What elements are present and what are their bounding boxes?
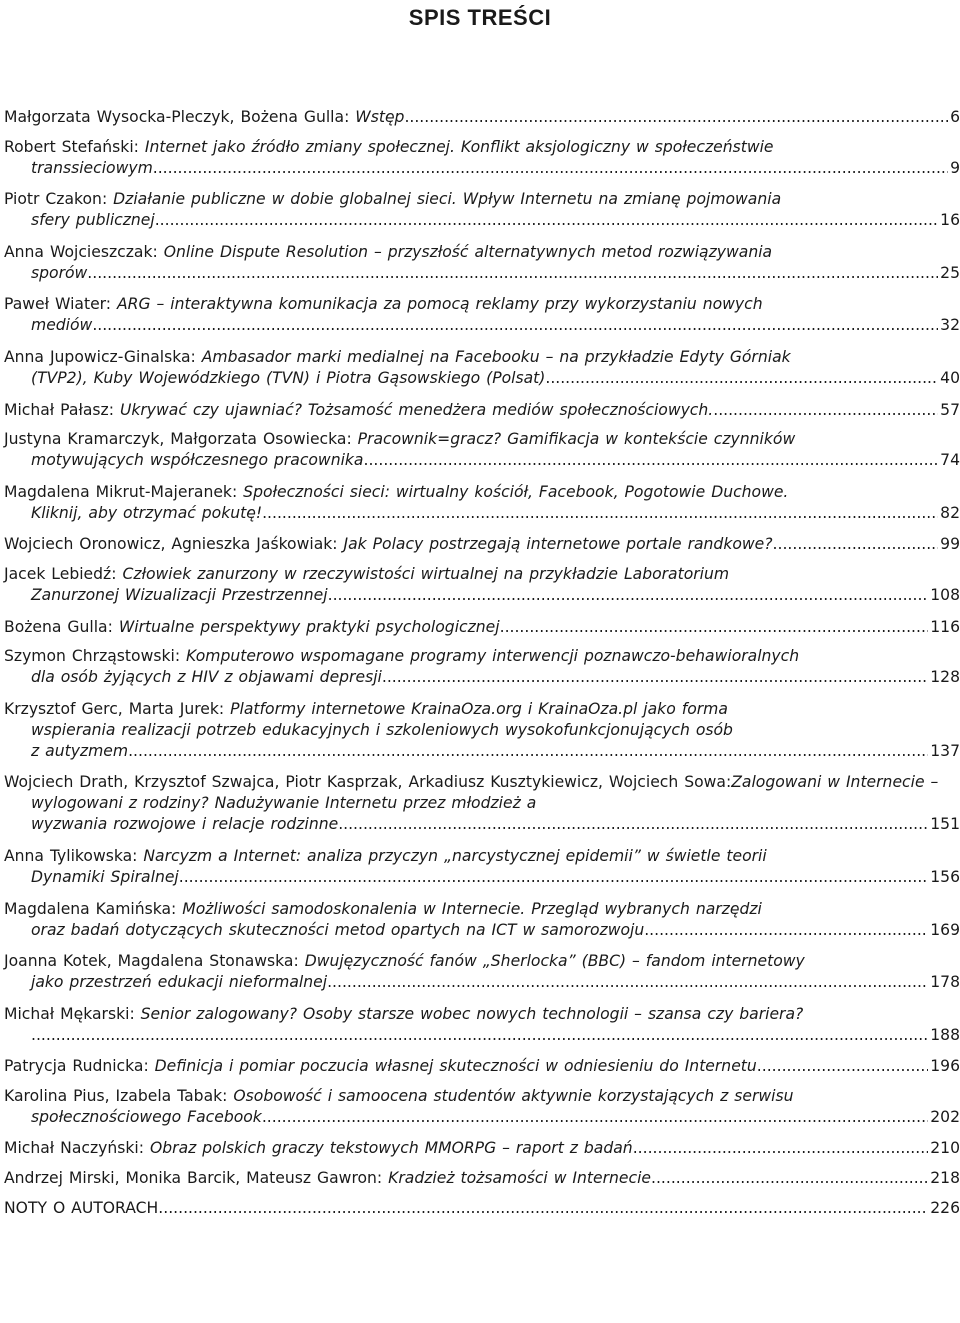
dot-leader bbox=[31, 1025, 928, 1046]
dot-leader bbox=[158, 1198, 928, 1219]
toc-entry-authors: Magdalena Kamińska: bbox=[4, 899, 183, 918]
dot-leader bbox=[713, 400, 938, 421]
toc-entry-title: Człowiek zanurzony w rzeczywistości wirtualnej na przykładzie Laboratorium bbox=[122, 564, 730, 583]
toc-entry-authors: Robert Stefański: bbox=[4, 137, 145, 156]
toc-entry-page: 169 bbox=[930, 920, 960, 939]
toc-entry-page: 226 bbox=[930, 1198, 960, 1217]
dot-leader bbox=[545, 368, 938, 389]
toc-entry[interactable] bbox=[4, 646, 960, 688]
toc-entry-title: oraz badań dotyczących skuteczności metod opartych na ICT w samorozwoju bbox=[31, 920, 645, 939]
toc-entry[interactable] bbox=[4, 617, 960, 638]
toc-entry-title: Kradzież tożsamości w Internecie bbox=[388, 1169, 652, 1188]
toc-entry-page: 137 bbox=[930, 741, 960, 760]
toc-entry-authors: Andrzej Mirski, Monika Barcik, Mateusz Gawron: bbox=[4, 1169, 389, 1188]
toc-entry-title: motywujących współczesnego pracownika bbox=[31, 451, 364, 470]
toc-entry[interactable] bbox=[4, 699, 960, 762]
toc-entry-authors: Karolina Pius, Izabela Tabak: bbox=[4, 1086, 234, 1105]
toc-entry[interactable] bbox=[4, 1056, 960, 1077]
toc-entry-title: Wstęp bbox=[355, 108, 405, 126]
toc-entry-page: 128 bbox=[930, 668, 960, 687]
dot-leader bbox=[92, 315, 938, 336]
dot-leader bbox=[327, 972, 928, 993]
toc-entry-authors: Wojciech Oronowicz, Agnieszka Jaśkowiak: bbox=[4, 535, 344, 554]
toc-entry-title: Online Dispute Resolution – przyszłość alternatywnych metod rozwiązywania bbox=[163, 242, 773, 261]
toc-entry-page: 40 bbox=[940, 368, 960, 387]
toc-entry-title: transsieciowym bbox=[31, 158, 153, 177]
toc-entry-title: Wirtualne perspektywy praktyki psychologicznej bbox=[118, 617, 500, 636]
toc-entry-title: ARG – interaktywna komunikacja za pomocą reklamy przy wykorzystaniu nowych bbox=[117, 295, 763, 314]
dot-leader bbox=[364, 450, 939, 471]
toc-entry-page: 108 bbox=[930, 585, 960, 604]
toc-entry-page: 82 bbox=[940, 503, 960, 522]
toc-entry-authors: Wojciech Drath, Krzysztof Szwajca, Piotr Kasprzak, Arkadiusz Kusztykiewicz, Wojciech Sowa: bbox=[4, 773, 732, 792]
toc-entry[interactable] bbox=[4, 242, 960, 284]
toc-entry[interactable] bbox=[4, 107, 960, 128]
toc-entry[interactable] bbox=[4, 400, 960, 421]
toc-entry-title: Społeczności sieci: wirtualny kościół, Facebook, Pogotowie Duchowe. bbox=[243, 482, 789, 501]
toc-entry-title: Jak Polacy postrzegają internetowe portale randkowe? bbox=[343, 535, 773, 554]
toc-entry-page: 32 bbox=[940, 316, 960, 335]
toc-entry-title: Senior zalogowany? Osoby starsze wobec nowych technologii – szansa czy bariera? bbox=[140, 1004, 804, 1023]
dot-leader bbox=[773, 534, 939, 555]
toc-entry-authors: Bożena Gulla: bbox=[4, 617, 119, 636]
toc-entry[interactable] bbox=[4, 294, 960, 336]
page-title: SPIS TREŚCI bbox=[408, 5, 552, 30]
dot-leader bbox=[644, 920, 928, 941]
toc-entry-title: z autyzmem bbox=[31, 741, 129, 760]
toc-entry-page: 116 bbox=[930, 617, 960, 636]
toc-entry[interactable] bbox=[4, 1004, 960, 1046]
toc-entry-authors: Anna Jupowicz-Ginalska: bbox=[4, 347, 202, 366]
toc-entry-title: sfery publicznej bbox=[31, 211, 155, 230]
toc-entry[interactable] bbox=[4, 1086, 960, 1128]
dot-leader bbox=[757, 1056, 928, 1077]
toc-entry-page: 178 bbox=[930, 973, 960, 992]
toc-entry-title: Ambasador marki medialnej na Facebooku – na przykładzie Edyty Górniak bbox=[201, 347, 791, 366]
toc-entry-title: (TVP2), Kuby Wojewódzkiego (TVN) i Piotra Gąsowskiego (Polsat) bbox=[31, 368, 546, 387]
toc-entry-page: 9 bbox=[950, 158, 960, 177]
toc-entry-page: 188 bbox=[930, 1025, 960, 1044]
toc-entry[interactable] bbox=[4, 189, 960, 231]
toc-entry-authors: Małgorzata Wysocka-Pleczyk, Bożena Gulla: bbox=[4, 108, 356, 126]
dot-leader bbox=[500, 617, 929, 638]
toc-entry-title: wspierania realizacji potrzeb edukacyjnych i szkoleniowych wysokofunkcjonujących osób bbox=[31, 720, 733, 739]
toc-entry-title: Ukrywać czy ujawniać? Tożsamość menedżera mediów społecznościowych. bbox=[119, 400, 714, 419]
toc-entry-page: 6 bbox=[950, 108, 960, 126]
toc-entry-authors: Jacek Lebiedź: bbox=[4, 564, 123, 583]
toc-entry-title: Działanie publiczne w dobie globalnej sieci. Wpływ Internetu na zmianę pojmowania bbox=[113, 190, 782, 209]
toc-entry-title: Możliwości samodoskonalenia w Internecie. Przegląd wybranych narzędzi bbox=[182, 899, 762, 918]
table-of-contents bbox=[4, 107, 960, 1227]
toc-entry-page: 210 bbox=[930, 1139, 960, 1158]
toc-entry-title: Narcyzm a Internet: analiza przyczyn „narcystycznej epidemii” w świetle teorii bbox=[143, 846, 767, 865]
dot-leader bbox=[382, 667, 928, 688]
dot-leader bbox=[128, 741, 928, 762]
toc-entry[interactable] bbox=[4, 564, 960, 606]
toc-entry-authors: Patrycja Rudnicka: bbox=[4, 1057, 155, 1076]
toc-entry-title: Kliknij, aby otrzymać pokutę! bbox=[31, 503, 263, 522]
toc-entry-title: Dynamiki Spiralnej bbox=[31, 867, 179, 886]
dot-leader bbox=[262, 503, 938, 524]
toc-entry-authors: Piotr Czakon: bbox=[4, 190, 114, 209]
toc-entry[interactable] bbox=[4, 429, 960, 471]
toc-entry-page: 156 bbox=[930, 867, 960, 886]
dot-leader bbox=[153, 158, 948, 179]
dot-leader bbox=[404, 107, 948, 128]
dot-leader bbox=[651, 1168, 928, 1189]
toc-entry-title: wyzwania rozwojowe i relacje rodzinne bbox=[31, 815, 339, 834]
toc-entry-page: 74 bbox=[940, 451, 960, 470]
toc-entry-page: 151 bbox=[930, 815, 960, 834]
toc-entry[interactable] bbox=[4, 772, 960, 835]
toc-entry[interactable] bbox=[4, 951, 960, 993]
dot-leader bbox=[179, 867, 928, 888]
toc-entry-title: Dwujęzyczność fanów „Sherlocka” (BBC) – fandom internetowy bbox=[304, 952, 805, 971]
toc-entry-title: dla osób żyjących z HIV z objawami depresji bbox=[31, 668, 382, 687]
toc-entry[interactable] bbox=[4, 482, 960, 524]
dot-leader bbox=[338, 814, 928, 835]
toc-entry-page: 57 bbox=[940, 400, 960, 419]
dot-leader bbox=[633, 1138, 929, 1159]
toc-entry-title: Zanurzonej Wizualizacji Przestrzennej bbox=[31, 585, 328, 604]
toc-entry-authors: Michał Naczyński: bbox=[4, 1139, 150, 1158]
toc-entry-title: Definicja i pomiar poczucia własnej skuteczności w odniesieniu do Internetu bbox=[154, 1057, 757, 1076]
toc-entry[interactable] bbox=[4, 1198, 960, 1219]
toc-entry-title: Internet jako źródło zmiany społecznej. Konflikt aksjologiczny w społeczeństwie bbox=[144, 137, 774, 156]
toc-entry-page: 99 bbox=[940, 535, 960, 554]
toc-entry-authors: Michał Pałasz: bbox=[4, 400, 120, 419]
dot-leader bbox=[328, 585, 929, 606]
dot-leader bbox=[155, 210, 938, 231]
toc-entry-title: Komputerowo wspomagane programy interwencji poznawczo-behawioralnych bbox=[186, 647, 800, 666]
toc-entry-authors: Szymon Chrząstowski: bbox=[4, 647, 187, 666]
toc-entry-authors: Anna Wojcieszczak: bbox=[4, 242, 164, 261]
toc-entry-authors: Anna Tylikowska: bbox=[4, 846, 144, 865]
toc-entry-authors: Justyna Kramarczyk, Małgorzata Osowiecka: bbox=[4, 430, 358, 449]
toc-entry-title: Osobowość i samoocena studentów aktywnie korzystających z serwisu bbox=[233, 1086, 794, 1105]
toc-entry[interactable] bbox=[4, 899, 960, 941]
toc-entry[interactable] bbox=[4, 347, 960, 389]
toc-entry-authors: NOTY O AUTORACH bbox=[4, 1198, 159, 1217]
dot-leader bbox=[87, 263, 938, 284]
toc-entry-authors: Michał Mękarski: bbox=[4, 1004, 141, 1023]
toc-entry[interactable] bbox=[4, 137, 960, 179]
toc-entry-title: mediów bbox=[31, 316, 93, 335]
toc-entry-page: 25 bbox=[940, 263, 960, 282]
dot-leader bbox=[262, 1107, 928, 1128]
toc-entry[interactable] bbox=[4, 1168, 960, 1189]
toc-entry-authors: Joanna Kotek, Magdalena Stonawska: bbox=[4, 952, 305, 971]
toc-entry-page: 16 bbox=[940, 211, 960, 230]
toc-entry-authors: Magdalena Mikrut-Majeranek: bbox=[4, 482, 244, 501]
toc-entry-title: jako przestrzeń edukacji nieformalnej bbox=[31, 973, 328, 992]
toc-entry-authors: Paweł Wiater: bbox=[4, 295, 118, 314]
toc-entry[interactable] bbox=[4, 1138, 960, 1159]
toc-entry-title: Obraz polskich graczy tekstowych MMORPG – raport z badań bbox=[149, 1139, 633, 1158]
toc-entry-page: 196 bbox=[930, 1057, 960, 1076]
toc-entry-title: społecznościowego Facebook bbox=[31, 1107, 262, 1126]
toc-entry[interactable] bbox=[4, 846, 960, 888]
toc-entry-title: Zalogowani w Internecie – wylogowani z rodziny? Nadużywanie Internetu przez młodzież a bbox=[31, 773, 939, 813]
toc-entry-page: 218 bbox=[930, 1169, 960, 1188]
toc-entry-page: 202 bbox=[930, 1107, 960, 1126]
toc-entry-title: Pracownik=gracz? Gamifikacja w kontekście czynników bbox=[357, 430, 796, 449]
toc-entry-title: Platformy internetowe KrainaOza.org i KrainaOza.pl jako forma bbox=[230, 699, 728, 718]
toc-entry-authors: Krzysztof Gerc, Marta Jurek: bbox=[4, 699, 231, 718]
toc-entry[interactable] bbox=[4, 534, 960, 555]
toc-entry-title: sporów bbox=[31, 263, 88, 282]
